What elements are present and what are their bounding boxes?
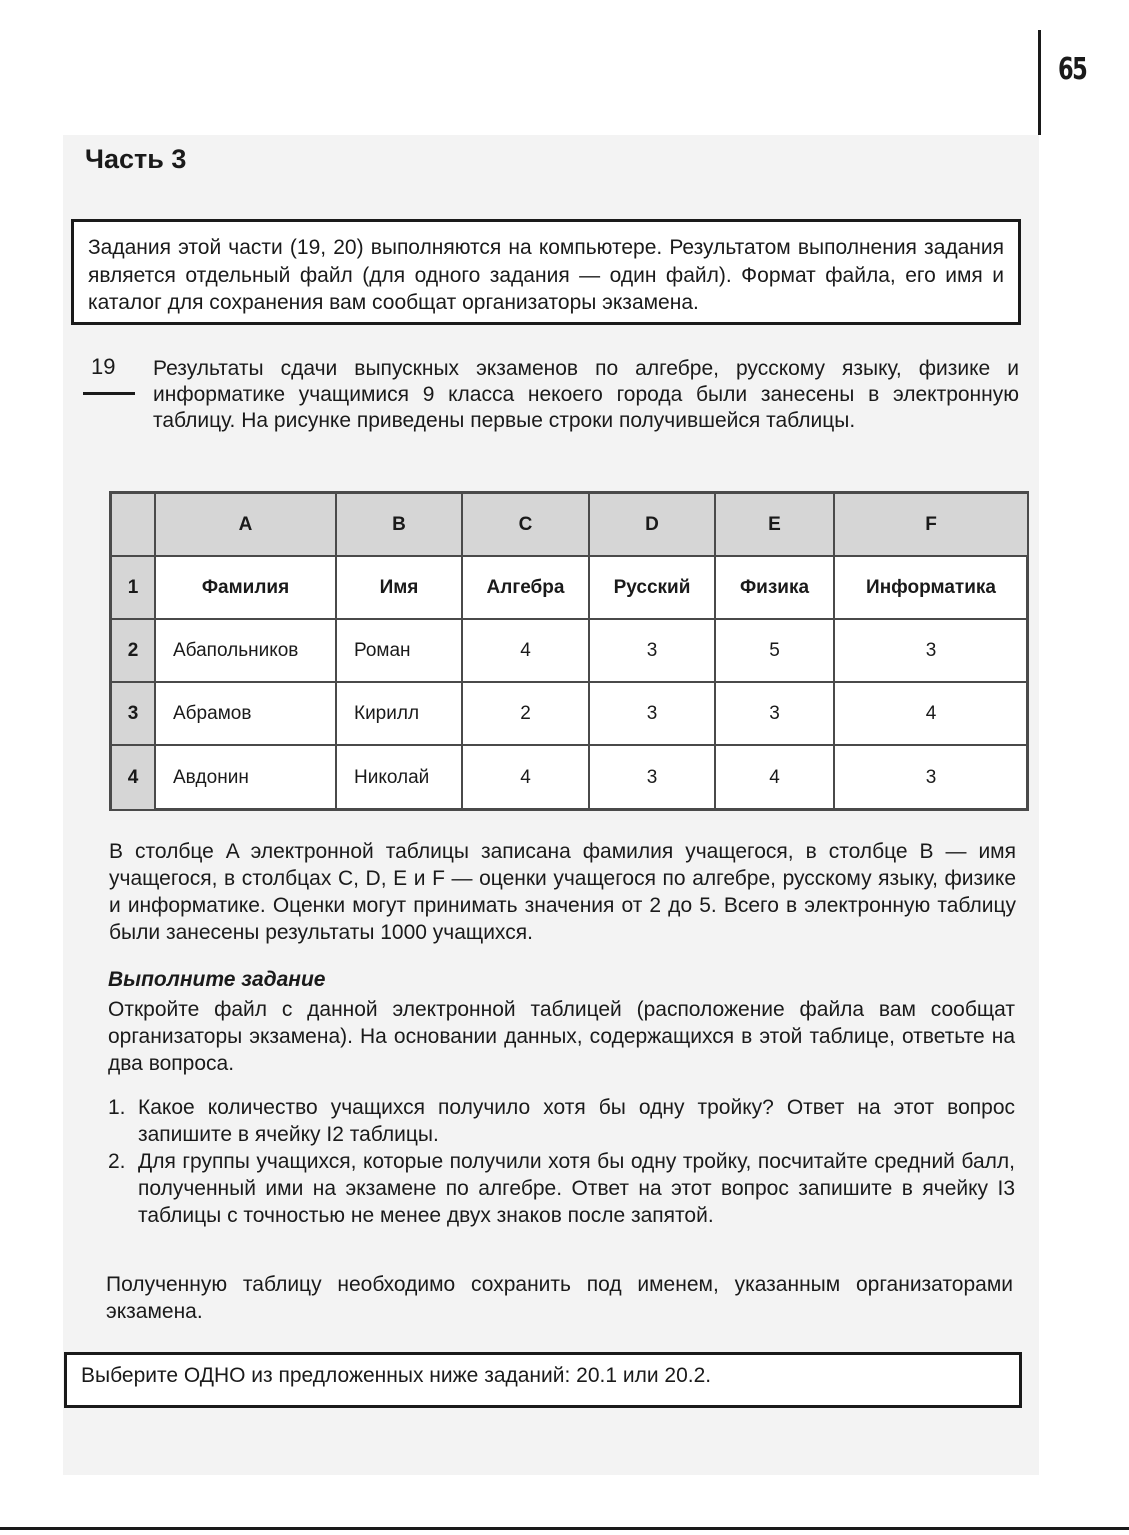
row-header-4: 4 <box>112 746 156 811</box>
column-header-c: C <box>463 494 590 557</box>
cell-d2: 3 <box>590 620 716 683</box>
cell-d3: 3 <box>590 683 716 746</box>
cell-f3: 4 <box>835 683 1029 746</box>
question-item <box>108 1148 1015 1229</box>
column-header-e: E <box>716 494 835 557</box>
cell-c3: 2 <box>463 683 590 746</box>
task-number-underline <box>83 392 135 395</box>
column-header-a: A <box>156 494 337 557</box>
top-divider-line <box>1038 30 1041 135</box>
cell-a3: Абрамов <box>156 683 337 746</box>
save-note: Полученную таблицу необходимо сохранить под именем, указанным организаторами экзамена. <box>106 1273 1013 1323</box>
section-title: Часть 3 <box>85 144 187 174</box>
table-description: В столбце A электронной таблицы записана фамилия учащегося, в столбце B — имя учащегося, в столбцах C, D, E и F — оценки учащегося по алгебре, русскому языку, физике и информатике. Оценки могут принимать значения от 2 до 5. Всего в электронную таблицу были занесены результаты 1000 учащихся. <box>109 840 1016 944</box>
page-number: 65 <box>1058 52 1087 87</box>
question-text: Какое количество учащихся получило хотя бы одну тройку? Ответ на этот вопрос запишите в ячейку I2 таблицы. <box>138 1096 1015 1146</box>
cell-b2: Роман <box>337 620 463 683</box>
row-header-1: 1 <box>112 557 156 620</box>
bottom-divider-line <box>0 1527 1129 1530</box>
question-number: 2. <box>108 1150 126 1173</box>
column-header-d: D <box>590 494 716 557</box>
column-header-b: B <box>337 494 463 557</box>
cell-f1: Информатика <box>835 557 1029 620</box>
cell-f2: 3 <box>835 620 1029 683</box>
question-item <box>108 1094 1015 1148</box>
cell-c2: 4 <box>463 620 590 683</box>
do-task-heading: Выполните задание <box>108 968 326 991</box>
corner-cell <box>112 494 156 557</box>
choice-box: Выберите ОДНО из предложенных ниже заданий: 20.1 или 20.2. <box>64 1352 1022 1408</box>
cell-b1: Имя <box>337 557 463 620</box>
question-number: 1. <box>108 1096 126 1119</box>
cell-e4: 4 <box>716 746 835 811</box>
cell-e2: 5 <box>716 620 835 683</box>
instructions-box <box>71 219 1021 325</box>
cell-d1: Русский <box>590 557 716 620</box>
do-task-text: Откройте файл с данной электронной таблицей (расположение файла вам сообщат организаторы экзамена). На основании данных, содержащихся в этой таблице, ответьте на два вопроса. <box>108 998 1015 1075</box>
cell-b4: Николай <box>337 746 463 811</box>
question-list <box>108 1094 1015 1229</box>
cell-c1: Алгебра <box>463 557 590 620</box>
task-intro: Результаты сдачи выпускных экзаменов по алгебре, русскому языку, физике и информатике учащимися 9 класса некоего города были занесены в электронную таблицу. На рисунке приведены первые строки получившейся таблицы. <box>153 357 1019 432</box>
cell-f4: 3 <box>835 746 1029 811</box>
cell-e1: Физика <box>716 557 835 620</box>
cell-e3: 3 <box>716 683 835 746</box>
cell-a1: Фамилия <box>156 557 337 620</box>
question-text: Для группы учащихся, которые получили хотя бы одну тройку, посчитайте средний балл, полученный ими на экзамене по алгебре. Ответ на этот вопрос запишите в ячейку I3 таблицы с точностью не менее двух знаков после запятой. <box>138 1150 1015 1227</box>
instructions-text: Задания этой части (19, 20) выполняются на компьютере. Результатом выполнения задания является отдельный файл (для одного задания — один файл). Формат файла, его имя и каталог для сохранения вам сообщат организаторы экзамена. <box>88 236 1004 314</box>
row-header-3: 3 <box>112 683 156 746</box>
spreadsheet-figure <box>109 491 1029 811</box>
task-number: 19 <box>91 354 116 379</box>
cell-a4: Авдонин <box>156 746 337 811</box>
cell-c4: 4 <box>463 746 590 811</box>
cell-d4: 3 <box>590 746 716 811</box>
cell-b3: Кирилл <box>337 683 463 746</box>
column-header-f: F <box>835 494 1029 557</box>
cell-a2: Абапольников <box>156 620 337 683</box>
row-header-2: 2 <box>112 620 156 683</box>
